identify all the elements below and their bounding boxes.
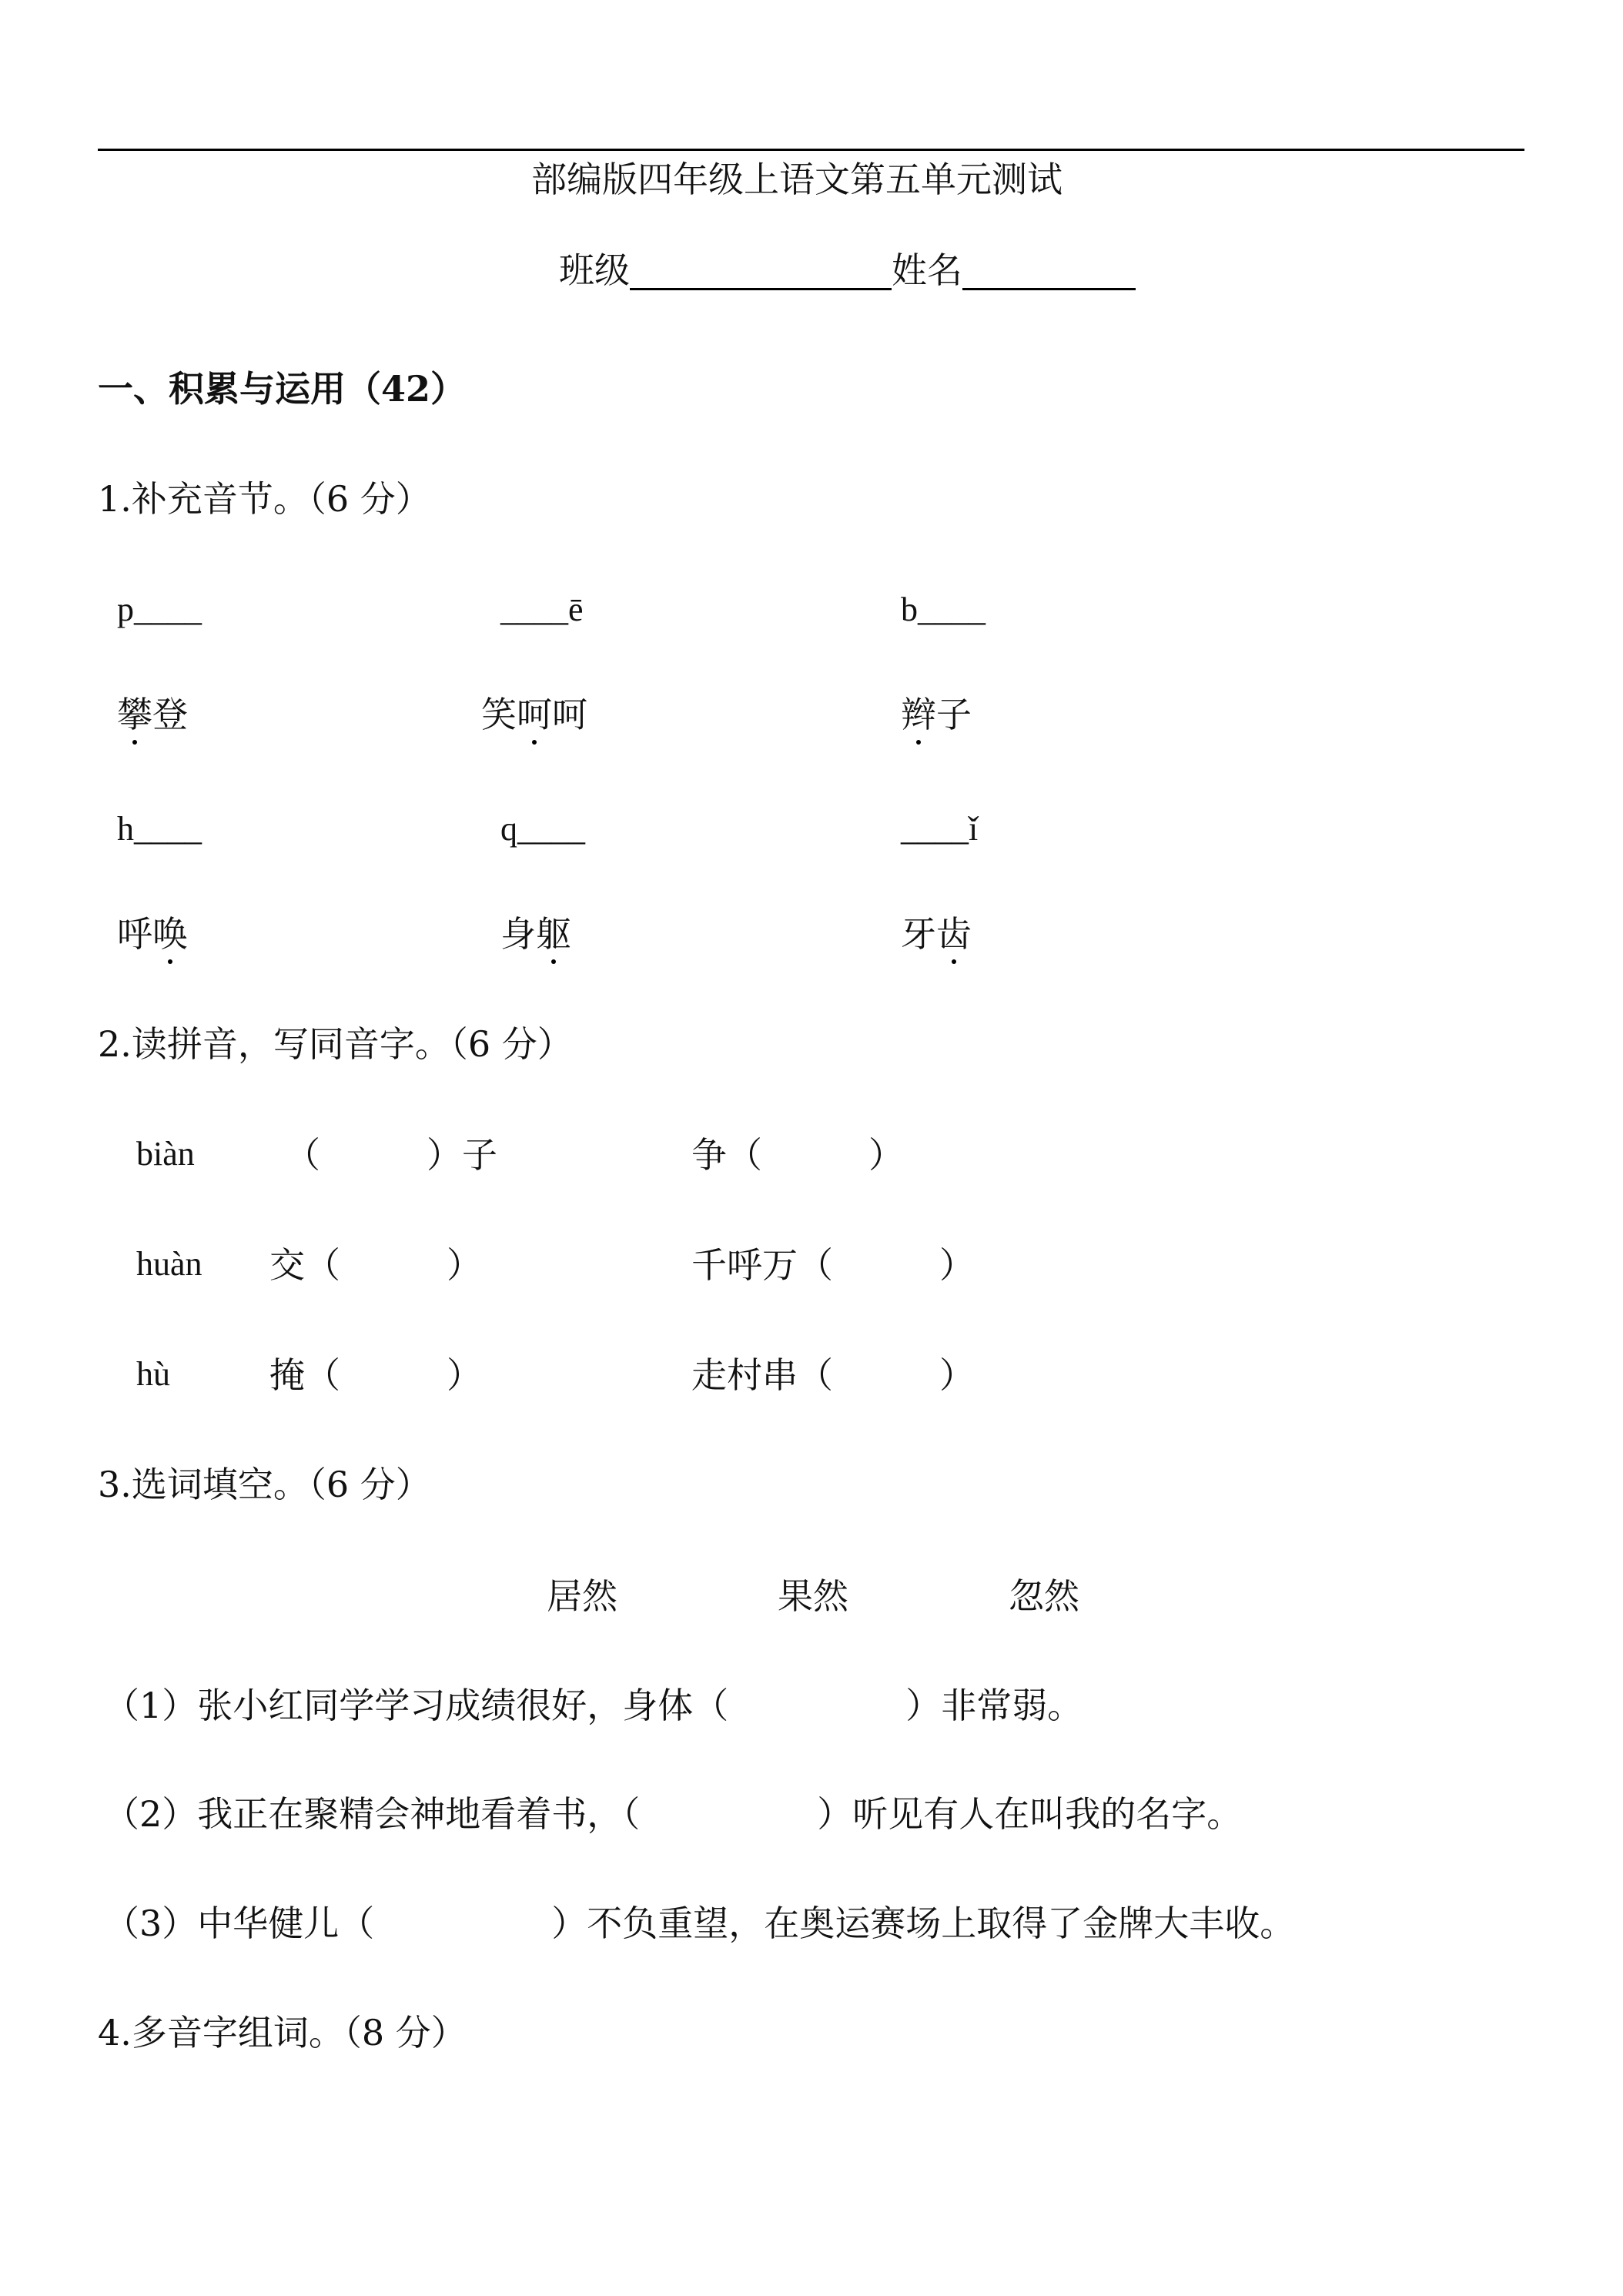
question-2-prompt: 2.读拼音，写同音字。（6 分） — [98, 1023, 573, 1065]
fill-in-sentence[interactable]: （2）我正在聚精会神地看着书，（ ）听见有人在叫我的名字。 — [104, 1793, 1243, 1835]
fill-in-sentence[interactable]: （1）张小红同学学习成绩很好，身体（ ）非常弱。 — [104, 1685, 1083, 1726]
student-info-line — [559, 249, 1136, 291]
page-title: 部编版四年级上语文第五单元测试 — [531, 159, 1062, 200]
section-heading: 一、积累与运用（42） — [98, 368, 467, 410]
word-with-dot: 呼唤 — [117, 913, 188, 955]
homophone-blank[interactable]: （ ）子 — [285, 1134, 497, 1176]
fill-in-sentence[interactable]: （3）中华健儿（ ）不负重望，在奥运赛场上取得了金牌大丰收。 — [104, 1903, 1296, 1944]
pinyin-label: hù — [136, 1355, 170, 1393]
class-blank[interactable] — [630, 253, 892, 290]
homophone-blank[interactable]: 争（ ） — [691, 1134, 904, 1176]
word-with-dot: 牙齿 — [901, 913, 972, 955]
word-with-dot: 攀登 — [117, 694, 188, 735]
word-choice: 果然 — [778, 1575, 848, 1617]
pinyin-label: huàn — [136, 1245, 202, 1283]
word-with-dot: 辫子 — [901, 694, 972, 735]
pinyin-label: biàn — [136, 1135, 195, 1173]
class-label: 班级 — [559, 249, 630, 291]
syllable-blank[interactable]: ____ē — [500, 591, 584, 628]
syllable-blank[interactable]: ____ǐ — [901, 810, 979, 848]
word-with-dot: 笑呵呵 — [481, 694, 587, 735]
name-blank[interactable] — [962, 253, 1136, 290]
question-4-prompt: 4.多音字组词。（8 分） — [98, 2012, 467, 2053]
homophone-blank[interactable]: 千呼万（ ） — [691, 1244, 975, 1286]
homophone-blank[interactable]: 交（ ） — [269, 1244, 482, 1286]
homophone-blank[interactable]: 走村串（ ） — [691, 1354, 975, 1396]
question-3-prompt: 3.选词填空。（6 分） — [98, 1464, 431, 1505]
syllable-blank[interactable]: h____ — [117, 810, 202, 848]
syllable-blank[interactable]: b____ — [901, 591, 986, 628]
syllable-blank[interactable]: q____ — [500, 810, 585, 848]
word-choice: 忽然 — [1009, 1575, 1079, 1617]
top-rule — [98, 149, 1524, 151]
name-label: 姓名 — [892, 249, 962, 291]
homophone-blank[interactable]: 掩（ ） — [269, 1354, 482, 1396]
word-with-dot: 身躯 — [500, 913, 571, 955]
question-1-prompt: 1.补充音节。（6 分） — [98, 478, 431, 520]
word-choice: 居然 — [547, 1575, 617, 1617]
syllable-blank[interactable]: p____ — [117, 591, 202, 628]
